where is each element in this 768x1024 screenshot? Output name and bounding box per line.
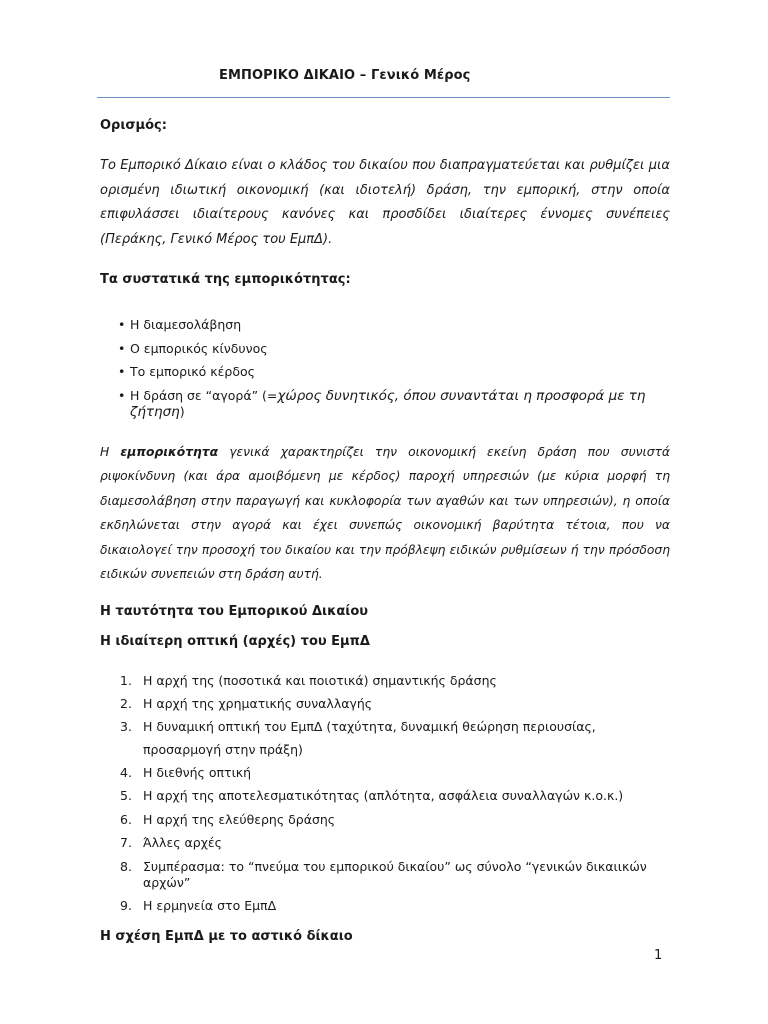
market-close: ) — [179, 403, 185, 419]
list-item — [100, 341, 670, 357]
header-rule — [97, 97, 670, 98]
list-item-number: 9. — [120, 898, 132, 913]
document-body — [100, 118, 670, 944]
list-item — [100, 835, 670, 851]
page-number: 1 — [654, 948, 663, 963]
identity-heading: Η ταυτότητα του Εμπορικού Δικαίου — [100, 603, 369, 619]
bullet-icon: • — [118, 364, 126, 379]
list-item-number: 7. — [120, 835, 132, 850]
commerciality-term: εμπορικότητα — [120, 444, 219, 459]
list-item-text: Η διαμεσολάβηση — [130, 317, 242, 332]
list-item-text: Το εμπορικό κέρδος — [130, 364, 255, 379]
list-item — [100, 364, 670, 380]
commerciality-prefix: Η — [100, 444, 121, 459]
list-item-text: Η διεθνής οπτική — [143, 764, 252, 780]
list-item — [100, 696, 670, 712]
list-item-text: Συμπέρασμα: το “πνεύμα του εμπορικού δικαίου” ως σύνολο “γενικών δικαιικών αρχών” — [143, 858, 647, 890]
list-item — [100, 715, 670, 761]
optics-heading: Η ιδιαίτερη οπτική (αρχές) του ΕμπΔ — [100, 633, 370, 649]
bullet-icon: • — [118, 340, 126, 356]
bullet-icon: • — [118, 317, 126, 332]
components-list — [100, 317, 670, 420]
commerciality-text: γενικά χαρακτηρίζει την οικονομική εκείνη δράση που συνιστά ριψοκίνδυνη (και άρα αμοιβόμενη με κέρδος) παροχή υπηρεσιών (με κύρια μορφή τη διαμεσολάβηση στην παραγωγή και κυκλοφορία των αγαθών και των υπηρεσιών), η οποία εκδηλώνεται στην αγορά και έχει συνεπώς οικονομική βαρύτητα τέτοια, που να δικαιολογεί την προσοχή του δικαίου και την πρόβλεψη ειδικών ρυθμίσεων ή την πρόσδοση ειδικών συνεπειών στη δράση αυτή. — [100, 444, 671, 581]
relation-heading: Η σχέση ΕμπΔ με το αστικό δίκαιο — [100, 929, 353, 944]
list-item-number: 3. — [120, 718, 132, 734]
list-item-text: Η αρχή της χρηματικής συναλλαγής — [143, 696, 373, 711]
market-definition: χώρος δυνητικός, όπου συναντάται η προσφορά με τη ζήτηση — [130, 387, 646, 420]
list-item-text: Η αρχή της αποτελεσματικότητας (απλότητα, ασφάλεια συναλλαγών κ.ο.κ.) — [143, 788, 624, 803]
commerciality-paragraph — [100, 440, 670, 587]
list-item — [100, 859, 670, 891]
list-item-number: 8. — [120, 858, 132, 874]
list-item-text: Η δυναμική οπτική του ΕμπΔ (ταχύτητα, δυναμική θεώρηση περιουσίας, προσαρμογή στην πράξη) — [143, 718, 596, 757]
definition-paragraph: Το Εμπορικό Δίκαιο είναι ο κλάδος του δικαίου που διαπραγματεύεται και ρυθμίζει μια ορισμένη ιδιωτική οικονομική (και ιδιοτελή) δράση, την εμπορική, στην οποία επιφυλάσσει ιδιαίτερους κανόνες και προσδίδει ιδιαίτερες έννομες συνέπειες (Περάκης, Γενικό Μέρος του ΕμπΔ). — [100, 158, 670, 247]
list-item-text: Άλλες αρχές — [143, 835, 223, 850]
bullet-icon: • — [118, 387, 126, 403]
list-item-text: Η αρχή της ελεύθερης δράσης — [143, 811, 336, 827]
market-item-text: Η δράση σε “αγορά” (= — [130, 387, 278, 403]
list-item-number: 6. — [120, 811, 132, 827]
list-item-number: 5. — [120, 788, 132, 803]
list-item-number: 2. — [120, 696, 132, 711]
list-item — [100, 673, 670, 689]
list-item-number: 4. — [120, 764, 132, 780]
list-item — [100, 812, 670, 828]
header-title: ΕΜΠΟΡΙΚΟ ΔΙΚΑΙΟ – Γενικό Μέρος — [219, 68, 471, 83]
list-item — [100, 898, 670, 914]
optics-list — [100, 673, 670, 915]
list-item — [100, 317, 670, 333]
list-item-text: Η ερμηνεία στο ΕμπΔ — [143, 898, 277, 913]
components-heading: Τα συστατικά της εμπορικότητας: — [100, 272, 351, 287]
list-item-text: Η αρχή της (ποσοτικά και ποιοτικά) σημαντικής δράσης — [143, 672, 497, 688]
definition-heading: Ορισμός: — [100, 118, 167, 133]
list-item — [100, 788, 670, 804]
list-item — [100, 388, 670, 420]
list-item — [100, 765, 670, 781]
list-item-number: 1. — [120, 672, 132, 688]
list-item-text: Ο εμπορικός κίνδυνος — [130, 340, 268, 356]
